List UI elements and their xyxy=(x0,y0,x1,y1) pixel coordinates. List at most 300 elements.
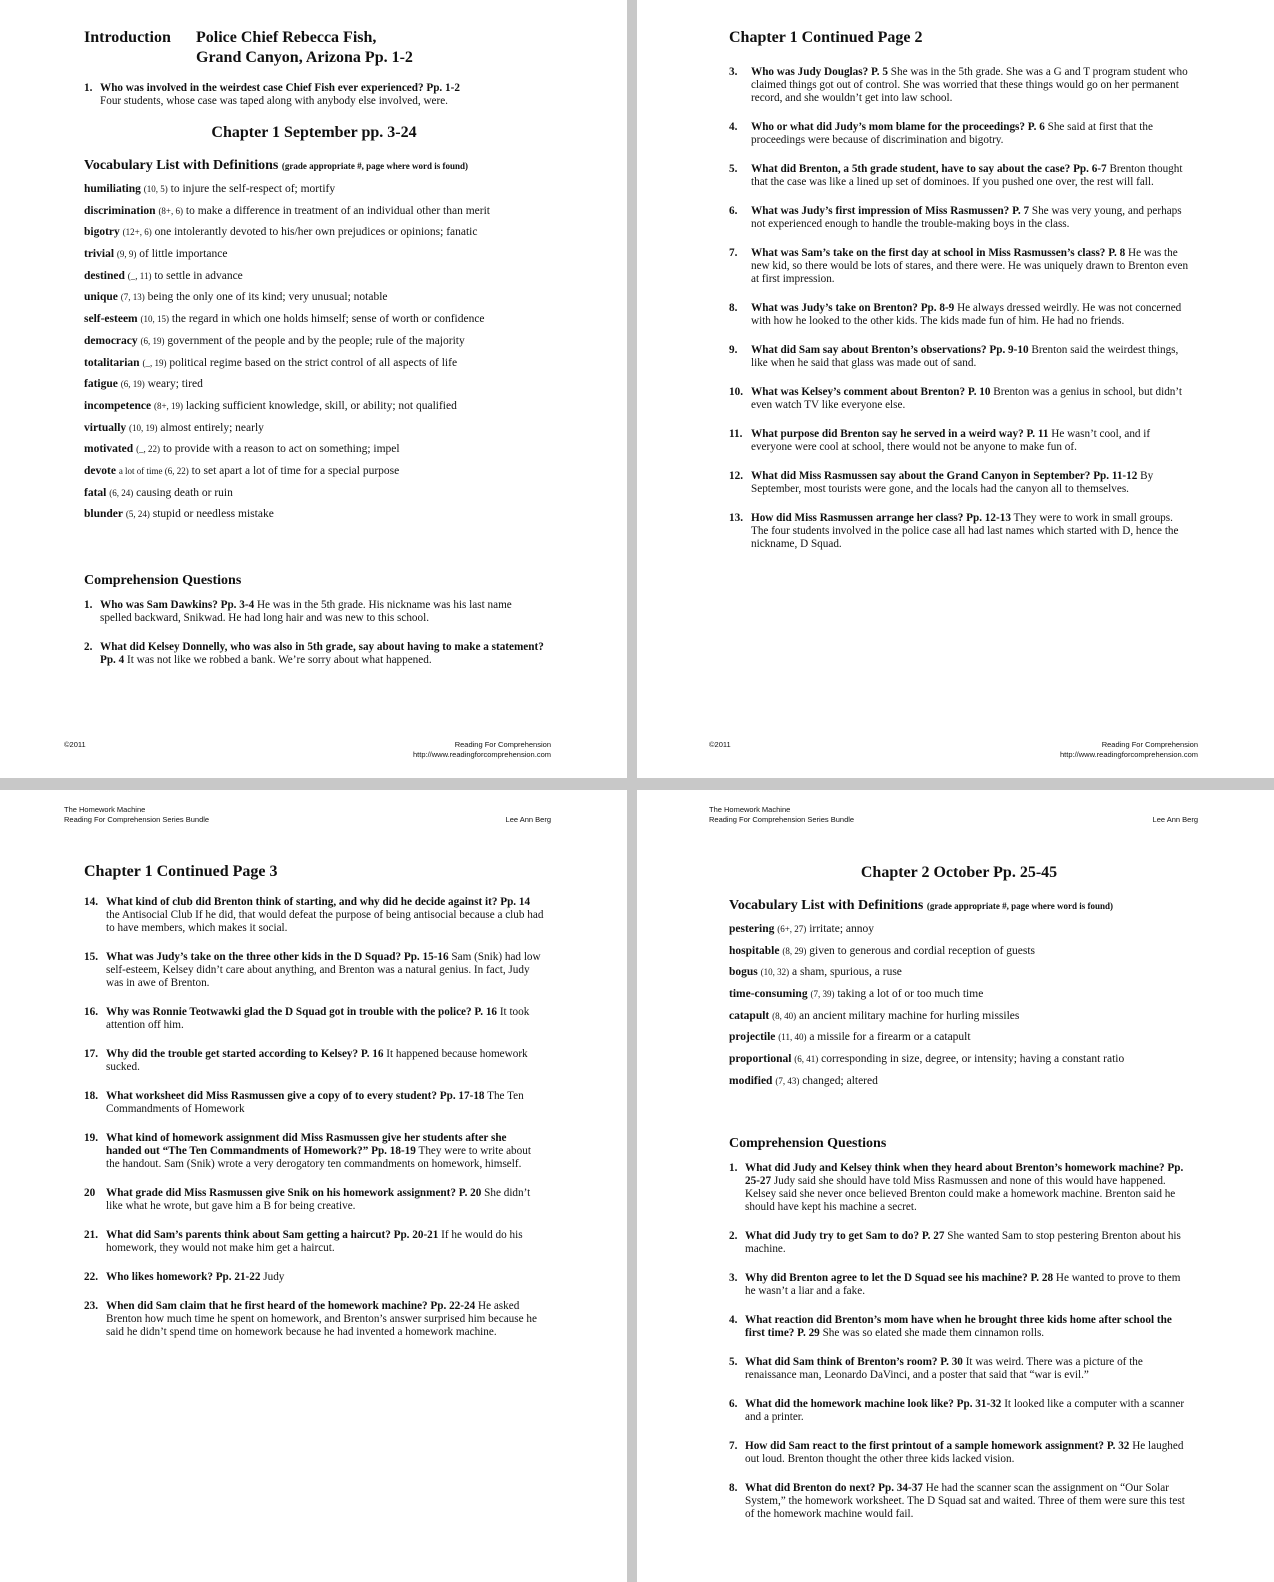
answer-text: The Ten Commandments of Homework xyxy=(106,1090,524,1115)
page-4-content xyxy=(729,862,1189,1537)
vocabulary-definition: corresponding in size, degree, or intensity; having a constant ratio xyxy=(821,1053,1125,1066)
document-header xyxy=(709,805,854,825)
answer-text: She said at first that the proceedings were because of discrimination and bigotry. xyxy=(751,121,1153,146)
vocabulary-item xyxy=(84,290,544,304)
question-number: 23. xyxy=(84,1300,98,1312)
page-4 xyxy=(637,790,1274,1582)
vocabulary-word: totalitarian xyxy=(84,356,140,369)
vocabulary-word: bigotry xyxy=(84,226,120,239)
vocabulary-heading xyxy=(729,898,1189,914)
question-text: What kind of homework assignment did Miss Rasmussen give her students after she handed out “The Ten Commandments of Homework?” Pp. 18-19 xyxy=(106,1132,507,1157)
answer-text: If he would do his homework, they would not make him get a haircut. xyxy=(106,1229,523,1254)
book-title: The Homework Machine xyxy=(64,805,146,814)
site-footer xyxy=(1060,740,1198,760)
question-item xyxy=(729,1482,1189,1521)
question-text: What was Judy’s take on the three other kids in the D Squad? Pp. 15-16 xyxy=(106,951,449,963)
vocabulary-word: trivial xyxy=(84,248,115,261)
site-footer xyxy=(413,740,551,760)
question-text: What grade did Miss Rasmussen give Snik on his homework assignment? P. 20 xyxy=(106,1187,482,1199)
vocabulary-item xyxy=(84,204,544,218)
question-item xyxy=(729,1314,1189,1340)
vocabulary-item xyxy=(84,464,544,478)
vocabulary-item xyxy=(729,987,1189,1001)
series-name: Reading For Comprehension Series Bundle xyxy=(64,815,210,824)
answer-text: He was the new kid, so there would be lots of stares, and there were. He was uniquely drawn to Brenton even at first impression. xyxy=(751,247,1189,285)
vocabulary-item xyxy=(84,312,544,326)
vocabulary-word: virtually xyxy=(84,421,127,434)
answer-text: It was weird. There was a picture of the renaissance man, Leonardo DaVinci, and a poster that said that “war is evil.” xyxy=(745,1355,1143,1381)
question-number: 3. xyxy=(729,1271,738,1284)
comprehension-question-list xyxy=(729,1162,1189,1521)
page-2 xyxy=(637,0,1274,778)
question-number: 11. xyxy=(729,428,743,440)
question-item xyxy=(729,121,1189,147)
question-body xyxy=(106,1090,544,1116)
vocabulary-reference: (8, 40) xyxy=(772,1010,797,1021)
question-number: 1. xyxy=(84,82,93,94)
question-item xyxy=(729,344,1189,370)
intro-question-list xyxy=(84,82,544,108)
question-number: 13. xyxy=(729,512,743,524)
vocabulary-word: incompetence xyxy=(84,399,152,412)
vocabulary-word: discrimination xyxy=(84,204,156,217)
question-body xyxy=(751,205,1189,231)
site-url[interactable]: http://www.readingforcomprehension.com xyxy=(413,750,551,759)
vocabulary-definition: of little importance xyxy=(139,248,228,261)
vocabulary-definition: the regard in which one holds himself; sense of worth or confidence xyxy=(171,313,485,326)
question-text: What was Judy’s take on Brenton? Pp. 8-9 xyxy=(751,302,955,314)
vocabulary-list xyxy=(729,922,1189,1088)
comprehension-question-list xyxy=(84,599,544,667)
vocabulary-reference: (6, 41) xyxy=(794,1054,819,1065)
vocabulary-list xyxy=(84,182,544,521)
question-number: 20 xyxy=(84,1187,96,1199)
question-number: 14. xyxy=(84,896,98,908)
vocabulary-definition: one intolerantly devoted to his/her own prejudices or opinions; fanatic xyxy=(154,226,478,239)
answer-text: He was in the 5th grade. His nickname was his last name spelled backward, Snikwad. He had long hair and was new to this school. xyxy=(100,599,512,624)
vocabulary-word: hospitable xyxy=(729,944,780,957)
answer-text: the Antisocial Club If he did, that would defeat the purpose of being antisocial because a club had to have members, which makes it social. xyxy=(106,909,544,934)
question-body xyxy=(751,302,1189,328)
vocabulary-word: self-esteem xyxy=(84,313,138,326)
vocabulary-item xyxy=(729,1074,1189,1088)
question-item xyxy=(84,896,544,935)
question-item xyxy=(729,247,1189,286)
vocabulary-reference: (10, 15) xyxy=(140,314,170,325)
vocabulary-definition: almost entirely; nearly xyxy=(160,421,264,434)
vocabulary-item xyxy=(84,377,544,391)
question-number: 5. xyxy=(729,1355,738,1368)
vocabulary-definition: to injure the self-respect of; mortify xyxy=(170,183,336,195)
question-item xyxy=(84,1006,544,1032)
site-url[interactable]: http://www.readingforcomprehension.com xyxy=(1060,750,1198,759)
book-title: The Homework Machine xyxy=(709,805,791,814)
question-item xyxy=(84,1048,544,1074)
vocabulary-word: fatal xyxy=(84,486,107,499)
vocabulary-item xyxy=(84,356,544,370)
vocabulary-reference: (8, 29) xyxy=(782,945,807,956)
copyright: ©2011 xyxy=(709,740,731,749)
vocabulary-definition: political regime based on the strict control of all aspects of life xyxy=(169,356,458,369)
question-text: What purpose did Brenton say he served in a weird way? P. 11 xyxy=(751,428,1049,440)
vocabulary-reference: (6, 19) xyxy=(140,335,165,346)
question-text: Who was involved in the weirdest case Chief Fish ever experienced? Pp. 1-2 xyxy=(100,82,460,94)
page-3 xyxy=(0,790,627,1582)
vocabulary-definition: to provide with a reason to act on something; impel xyxy=(162,443,400,456)
question-text: How did Sam react to the first printout of a sample homework assignment? P. 32 xyxy=(745,1439,1130,1452)
question-body xyxy=(100,599,544,625)
question-body xyxy=(106,896,544,935)
vocabulary-reference: (8+, 19) xyxy=(153,400,184,411)
question-text: What reaction did Brenton’s mom have when he brought three kids home after school the first time? P. 29 xyxy=(745,1313,1172,1339)
answer-text: She didn’t like what he wrote, but gave him a B for being creative. xyxy=(106,1187,531,1212)
question-item xyxy=(84,641,544,667)
vocabulary-item xyxy=(84,421,544,435)
vocabulary-reference: (5, 24) xyxy=(125,509,150,520)
vocabulary-word: fatigue xyxy=(84,378,118,391)
question-number: 12. xyxy=(729,470,743,482)
vocabulary-definition: weary; tired xyxy=(147,378,203,391)
question-body xyxy=(745,1272,1189,1298)
answer-text: It looked like a computer with a scanner and a printer. xyxy=(745,1397,1185,1423)
vocabulary-note: (grade appropriate #, page where word is found) xyxy=(281,161,469,171)
author-name: Lee Ann Berg xyxy=(505,815,551,824)
question-text: What did the homework machine look like? Pp. 31-32 xyxy=(745,1397,1002,1410)
question-item xyxy=(84,951,544,990)
question-item xyxy=(729,428,1189,454)
vocabulary-reference: (6, 24) xyxy=(109,487,134,498)
vocabulary-reference: (_, 19) xyxy=(142,357,167,368)
question-text: How did Miss Rasmussen arrange her class? Pp. 12-13 xyxy=(751,512,1011,524)
chapter-title: Chapter 1 September pp. 3-24 xyxy=(211,124,417,141)
vocabulary-reference: (10, 19) xyxy=(129,422,158,433)
page-1 xyxy=(0,0,627,778)
comprehension-question-list xyxy=(84,896,544,1339)
vocabulary-title: Vocabulary List with Definitions xyxy=(729,898,924,913)
vocabulary-definition: to set apart a lot of time for a special purpose xyxy=(191,464,400,477)
question-body xyxy=(745,1230,1189,1256)
question-item xyxy=(84,82,544,108)
question-body xyxy=(106,951,544,990)
question-text: What was Kelsey’s comment about Brenton? P. 10 xyxy=(751,386,991,398)
site-name: Reading For Comprehension xyxy=(454,740,551,749)
vocabulary-definition: being the only one of its kind; very unusual; notable xyxy=(147,291,388,304)
answer-text: He had the scanner scan the assignment on “Our Solar System,” the homework worksheet. The D Squad sat and waited. Three of them were sure this test of the homework machine would fail. xyxy=(745,1481,1185,1520)
question-number: 5. xyxy=(729,163,738,175)
vocabulary-item xyxy=(729,922,1189,936)
question-text: When did Sam claim that he first heard of the homework machine? Pp. 22-24 xyxy=(106,1300,476,1312)
question-item xyxy=(729,1356,1189,1382)
vocabulary-item xyxy=(729,1052,1189,1066)
question-number: 8. xyxy=(729,1481,738,1494)
vocabulary-reference: (7, 13) xyxy=(120,292,145,303)
question-number: 6. xyxy=(729,1397,738,1410)
question-item xyxy=(84,1229,544,1255)
vocabulary-definition: given to generous and cordial reception of guests xyxy=(809,944,1036,957)
answer-text: They were to write about the handout. Sam (Snik) wrote a very derogatory ten commandments on homework, himself. xyxy=(106,1145,531,1170)
question-item xyxy=(84,1271,544,1284)
site-name: Reading For Comprehension xyxy=(1101,740,1198,749)
question-text: Why did Brenton agree to let the D Squad see his machine? P. 28 xyxy=(745,1271,1054,1284)
question-text: What did Brenton, a 5th grade student, have to say about the case? Pp. 6-7 xyxy=(751,163,1107,175)
question-number: 17. xyxy=(84,1048,98,1060)
vocabulary-item xyxy=(729,1009,1189,1023)
vocabulary-item xyxy=(729,965,1189,979)
question-text: Why did the trouble get started according to Kelsey? P. 16 xyxy=(106,1048,384,1060)
question-number: 21. xyxy=(84,1229,98,1241)
vocabulary-word: motivated xyxy=(84,443,134,456)
vocabulary-reference: (10, 5) xyxy=(143,184,168,194)
vocabulary-definition: to make a difference in treatment of an individual other than merit xyxy=(185,204,490,217)
vocabulary-item xyxy=(84,334,544,348)
question-item xyxy=(84,1090,544,1116)
answer-text: Judy said she should have told Miss Rasmussen and none of this would have happened. Kelsey said she never once believed Brenton could make a homework machine. Brenton said he should have kept his machine a secret. xyxy=(745,1174,1176,1213)
answer-text: He wanted to prove to them he wasn’t a liar and a fake. xyxy=(745,1271,1181,1297)
question-body xyxy=(106,1229,544,1255)
question-text: What did Brenton do next? Pp. 34-37 xyxy=(745,1481,923,1494)
question-item xyxy=(729,1162,1189,1214)
question-body xyxy=(745,1398,1189,1424)
question-number: 18. xyxy=(84,1090,98,1102)
answer-text: It was not like we robbed a bank. We’re sorry about what happened. xyxy=(127,654,432,666)
answer-text: Sam (Snik) had low self-esteem, Kelsey didn’t care about anything, and Brenton was a natural genius. In fact, Judy was in awe of Brenton. xyxy=(106,951,541,989)
vocabulary-word: proportional xyxy=(729,1053,792,1066)
question-body xyxy=(751,121,1189,147)
vocabulary-definition: to settle in advance xyxy=(154,269,243,282)
question-number: 19. xyxy=(84,1132,98,1144)
question-body xyxy=(745,1482,1189,1521)
document-header xyxy=(64,805,209,825)
question-number: 7. xyxy=(729,1439,738,1452)
vocabulary-item xyxy=(84,269,544,283)
author-name: Lee Ann Berg xyxy=(1152,815,1198,824)
introduction-heading xyxy=(84,28,544,68)
vocabulary-word: devote xyxy=(84,464,116,477)
question-item xyxy=(729,470,1189,496)
question-body xyxy=(751,428,1189,454)
question-body xyxy=(751,386,1189,412)
question-body xyxy=(106,1132,544,1171)
question-body xyxy=(106,1006,544,1032)
vocabulary-word: catapult xyxy=(729,1009,770,1022)
question-number: 22. xyxy=(84,1271,98,1283)
vocabulary-item xyxy=(84,247,544,261)
vocabulary-item xyxy=(84,399,544,413)
answer-text: He laughed out loud. Brenton thought the other three kids lacked vision. xyxy=(745,1439,1184,1465)
question-text: What did Miss Rasmussen say about the Grand Canyon in September? Pp. 11-12 xyxy=(751,470,1138,482)
question-text: What did Judy try to get Sam to do? P. 27 xyxy=(745,1229,945,1242)
vocabulary-definition: government of the people and by the people; rule of the majority xyxy=(167,334,465,347)
chapter-title: Chapter 2 October Pp. 25-45 xyxy=(860,864,1058,881)
vocabulary-word: projectile xyxy=(729,1031,776,1044)
vocabulary-reference: (8+, 6) xyxy=(158,205,184,216)
vocabulary-word: pestering xyxy=(729,923,775,935)
question-body xyxy=(751,163,1189,189)
vocabulary-reference: (9, 9) xyxy=(116,249,137,260)
vocabulary-reference: (11, 40) xyxy=(778,1032,807,1043)
vocabulary-item xyxy=(729,1030,1189,1044)
vocabulary-item xyxy=(84,507,544,521)
vocabulary-reference: (10, 32) xyxy=(760,967,790,978)
question-number: 8. xyxy=(729,302,738,314)
vocabulary-reference: (7, 43) xyxy=(775,1075,800,1086)
question-item xyxy=(84,1187,544,1213)
question-number: 10. xyxy=(729,386,743,398)
vocabulary-word: destined xyxy=(84,269,125,282)
answer-text: By September, most tourists were gone, and the locals had the canyon all to themselves. xyxy=(751,470,1154,495)
vocabulary-definition: taking a lot of or too much time xyxy=(837,988,984,1001)
vocabulary-word: time-consuming xyxy=(729,988,808,1001)
question-body xyxy=(106,1187,544,1213)
question-number: 15. xyxy=(84,951,98,963)
vocabulary-word: humiliating xyxy=(84,183,141,195)
answer-text: He always dressed weirdly. He was not concerned with how he looked to the other kids. The kids made fun of him. He had no friends. xyxy=(751,302,1182,327)
vocabulary-definition: irritate; annoy xyxy=(809,923,875,935)
copyright: ©2011 xyxy=(64,740,86,749)
question-item xyxy=(729,66,1189,105)
vocabulary-reference: (_, 22) xyxy=(136,444,161,455)
vocabulary-reference: (_, 11) xyxy=(127,270,152,281)
question-number: 1. xyxy=(84,599,93,611)
question-body xyxy=(751,247,1189,286)
question-number: 7. xyxy=(729,247,738,259)
vocabulary-word: unique xyxy=(84,291,118,304)
question-number: 9. xyxy=(729,344,738,356)
vocabulary-definition: lacking sufficient knowledge, skill, or ability; not qualified xyxy=(185,399,457,412)
question-body xyxy=(751,66,1189,105)
vocabulary-reference: (6, 19) xyxy=(120,379,145,390)
answer-text: Brenton thought that the case was like a lined up set of dominoes. If you pushed one over, the rest will fall. xyxy=(751,163,1183,188)
question-text: Why was Ronnie Teotwawki glad the D Squad got in trouble with the police? P. 16 xyxy=(106,1006,498,1018)
introduction-title: Police Chief Rebecca Fish, Grand Canyon, Arizona Pp. 1-2 xyxy=(196,29,413,66)
answer-text: Brenton said the weirdest things, like when he said that glass was made out of sand. xyxy=(751,344,1179,369)
question-text: Who was Judy Douglas? P. 5 xyxy=(751,66,888,78)
vocabulary-heading xyxy=(84,158,544,174)
question-text: What did Judy and Kelsey think when they heard about Brenton’s homework machine? Pp. 25-27 xyxy=(745,1161,1184,1187)
vocabulary-word: bogus xyxy=(729,966,758,979)
question-body xyxy=(106,1271,284,1284)
page-3-content xyxy=(84,862,544,1355)
answer-text: Four students, whose case was taped along with anybody else involved, were. xyxy=(100,95,448,107)
question-text: What was Judy’s first impression of Miss Rasmussen? P. 7 xyxy=(751,205,1030,217)
vocabulary-item xyxy=(84,442,544,456)
question-text: What did Kelsey Donnelly, who was also in 5th grade, say about having to make a statement? Pp. 4 xyxy=(100,641,544,666)
vocabulary-definition: a missile for a firearm or a catapult xyxy=(809,1031,971,1044)
comprehension-heading: Comprehension Questions xyxy=(729,1135,887,1151)
page-2-content xyxy=(729,28,1189,567)
question-body xyxy=(100,641,544,667)
question-number: 4. xyxy=(729,1313,738,1326)
question-text: Who likes homework? Pp. 21-22 xyxy=(106,1271,261,1283)
comprehension-question-list xyxy=(729,66,1189,551)
question-body xyxy=(751,470,1189,496)
question-item xyxy=(729,386,1189,412)
answer-text: He asked Brenton how much time he spent on homework, and Brenton’s answer surprised him because he said he didn’t spend time on homework because he had invented a homework machine. xyxy=(106,1300,537,1338)
question-text: What did Sam’s parents think about Sam getting a haircut? Pp. 20-21 xyxy=(106,1229,439,1241)
question-item xyxy=(729,1398,1189,1424)
vocabulary-definition: a sham, spurious, a ruse xyxy=(792,966,902,979)
question-item xyxy=(729,512,1189,551)
vocabulary-item xyxy=(84,225,544,239)
question-item xyxy=(729,1272,1189,1298)
question-body xyxy=(106,1300,544,1339)
question-item xyxy=(729,205,1189,231)
vocabulary-word: modified xyxy=(729,1074,773,1087)
question-text: What was Sam’s take on the first day at school in Miss Rasmussen’s class? P. 8 xyxy=(751,247,1126,259)
vocabulary-definition: causing death or ruin xyxy=(136,486,233,499)
answer-text: Judy xyxy=(263,1271,285,1283)
answer-text: It took attention off him. xyxy=(106,1006,530,1031)
vocabulary-definition: changed; altered xyxy=(802,1074,878,1087)
question-number: 1. xyxy=(729,1161,738,1174)
question-body xyxy=(751,512,1189,551)
question-text: What kind of club did Brenton think of starting, and why did he decide against it? Pp. 14 xyxy=(106,896,531,908)
page-title: Chapter 1 Continued Page 2 xyxy=(729,29,923,46)
answer-text: She was very young, and perhaps not experienced enough to handle the trouble-making boys in the class. xyxy=(751,205,1182,230)
vocabulary-reference: a lot of time (6, 22) xyxy=(118,465,189,476)
vocabulary-word: democracy xyxy=(84,334,138,347)
vocabulary-title: Vocabulary List with Definitions xyxy=(84,158,279,173)
answer-text: Brenton was a genius in school, but didn’t even watch TV like everyone else. xyxy=(751,386,1183,411)
vocabulary-item xyxy=(729,944,1189,958)
question-item xyxy=(84,599,544,625)
question-text: What worksheet did Miss Rasmussen give a copy of to every student? Pp. 17-18 xyxy=(106,1090,485,1102)
question-item xyxy=(84,1132,544,1171)
comprehension-heading: Comprehension Questions xyxy=(84,573,242,588)
question-body xyxy=(745,1440,1189,1466)
vocabulary-definition: stupid or needless mistake xyxy=(152,508,274,521)
introduction-label: Introduction xyxy=(84,29,171,46)
question-body xyxy=(745,1162,1189,1214)
answer-text: It happened because homework sucked. xyxy=(106,1048,528,1073)
vocabulary-reference: (7, 39) xyxy=(810,989,835,1000)
question-body xyxy=(745,1314,1189,1340)
question-number: 6. xyxy=(729,205,738,217)
answer-text: She was so elated she made them cinnamon rolls. xyxy=(822,1326,1045,1339)
page-title: Chapter 1 Continued Page 3 xyxy=(84,863,278,880)
question-item xyxy=(729,302,1189,328)
vocabulary-word: blunder xyxy=(84,508,123,521)
question-text: What did Sam think of Brenton’s room? P. 30 xyxy=(745,1355,963,1368)
vocabulary-definition: an ancient military machine for hurling missiles xyxy=(799,1009,1020,1022)
question-number: 4. xyxy=(729,121,738,133)
answer-text: He wasn’t cool, and if everyone were cool at school, there would not be anyone to make fun of. xyxy=(751,428,1151,453)
question-body xyxy=(745,1356,1189,1382)
question-text: Who or what did Judy’s mom blame for the proceedings? P. 6 xyxy=(751,121,1045,133)
question-body xyxy=(106,1048,544,1074)
question-text: What did Sam say about Brenton’s observations? Pp. 9-10 xyxy=(751,344,1029,356)
page-1-content xyxy=(84,28,544,683)
answer-text: They were to work in small groups. The four students involved in the police case all had last names which started with D, hence the nickname, D Squad. xyxy=(751,512,1179,550)
vocabulary-item xyxy=(84,182,544,196)
question-item xyxy=(729,163,1189,189)
answer-text: She wanted Sam to stop pestering Brenton about his machine. xyxy=(745,1229,1181,1255)
question-number: 2. xyxy=(729,1229,738,1242)
question-number: 16. xyxy=(84,1006,98,1018)
vocabulary-reference: (12+, 6) xyxy=(122,227,152,238)
vocabulary-item xyxy=(84,486,544,500)
question-item xyxy=(84,1300,544,1339)
question-item xyxy=(729,1230,1189,1256)
question-number: 2. xyxy=(84,641,93,653)
question-text: Who was Sam Dawkins? Pp. 3-4 xyxy=(100,599,255,611)
answer-text: She was in the 5th grade. She was a G and T program student who claimed things got out of control. She was worried that these things would go on her permanent record, and she wouldn’t get into law school. xyxy=(751,66,1188,104)
vocabulary-reference: (6+, 27) xyxy=(777,924,807,934)
series-name: Reading For Comprehension Series Bundle xyxy=(709,815,855,824)
question-body xyxy=(751,344,1189,370)
vocabulary-note: (grade appropriate #, page where word is found) xyxy=(926,901,1114,911)
question-number: 3. xyxy=(729,66,738,78)
